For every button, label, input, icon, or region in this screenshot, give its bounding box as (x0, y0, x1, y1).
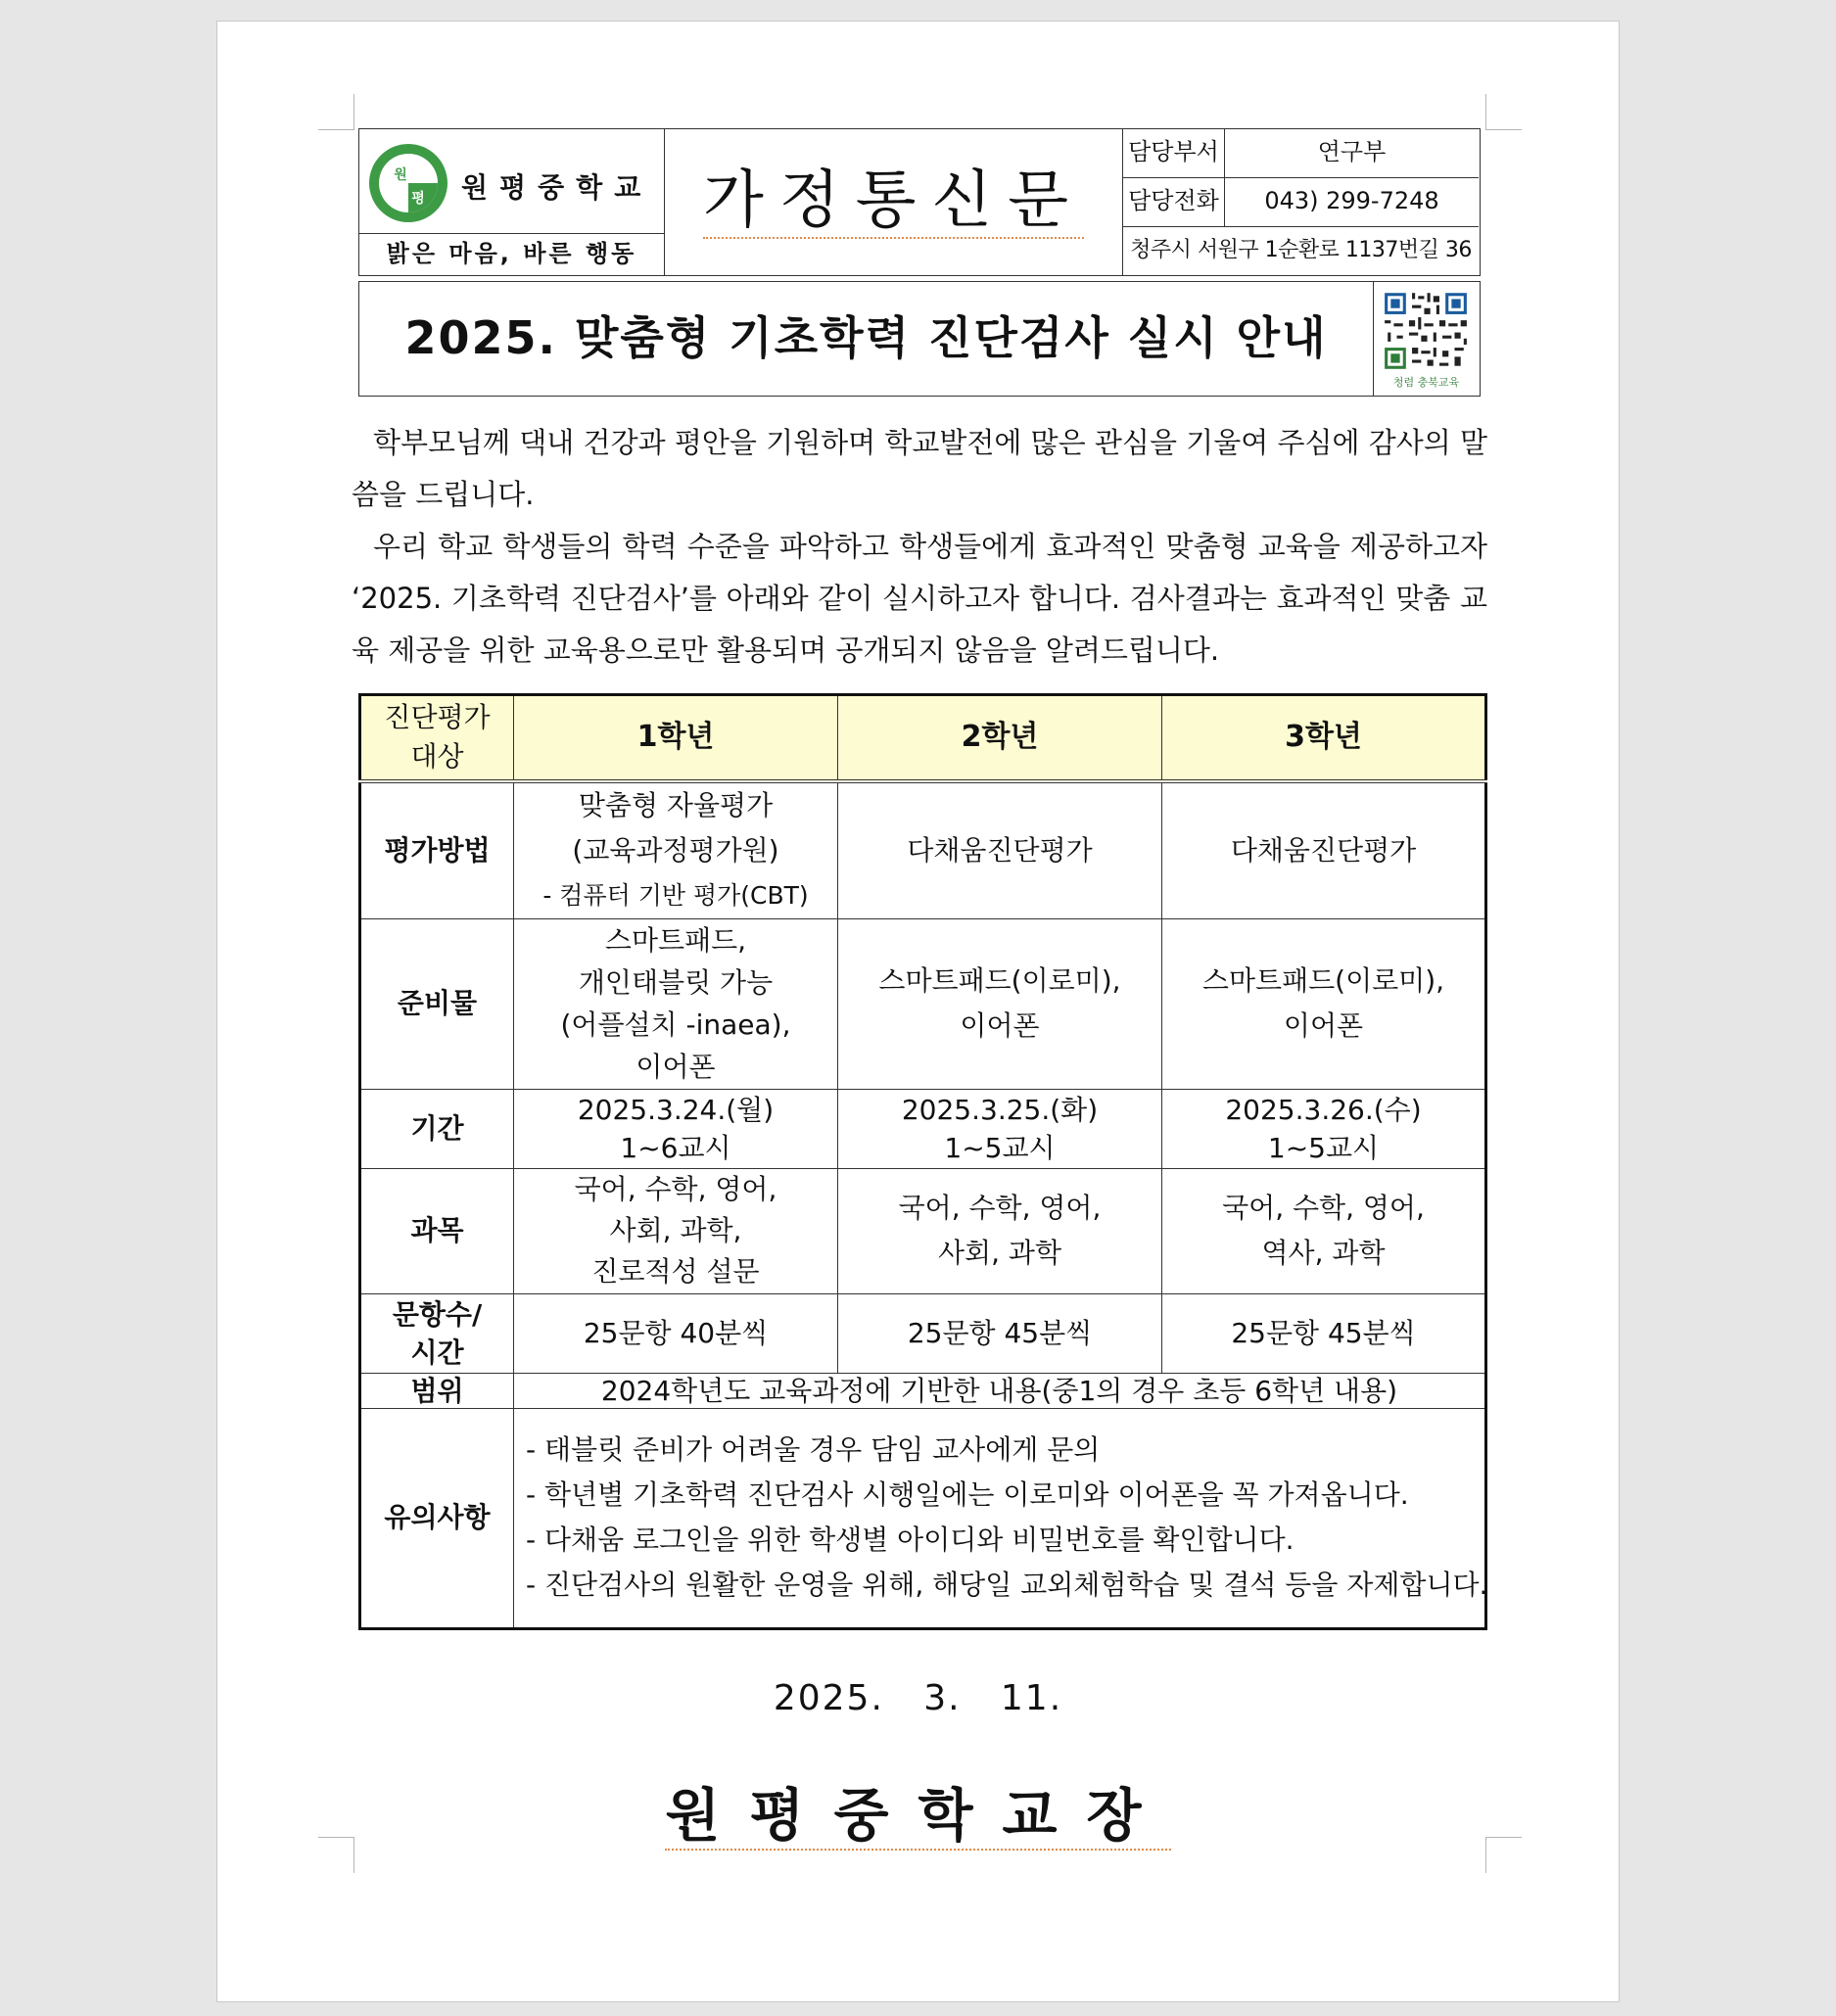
supplies-grade-1 (514, 918, 838, 1089)
corner-cell (360, 695, 514, 781)
items-time-label (360, 1293, 514, 1373)
period-grade-3 (1162, 1089, 1486, 1168)
dept-value: 연구부 (1317, 138, 1387, 165)
supplies-g1-line-2: 개인태블릿 가능 (578, 966, 774, 999)
table-row-notes (360, 1408, 1486, 1628)
method-grade-1 (514, 781, 838, 919)
issue-date: 2025. 3. 11. (773, 1678, 1063, 1718)
period-grade-1 (514, 1089, 838, 1168)
school-identity (359, 129, 665, 275)
scope-label: 범위 (360, 1373, 514, 1408)
supplies-g1-line-4: 이어폰 (636, 1051, 716, 1083)
supplies-g2-line-2: 이어폰 (960, 1009, 1040, 1042)
items-time-grade-1: 25문항 40분씩 (514, 1293, 838, 1373)
principal-signature-text: 원평중학교장 (665, 1782, 1171, 1849)
grade-3-header: 3학년 (1162, 695, 1486, 781)
supplies-g3-line-1: 스마트패드(이로미), (1201, 964, 1445, 997)
period-g2-date: 2025.3.25.(화) (901, 1093, 1099, 1126)
period-g1-date: 2025.3.24.(월) (577, 1093, 775, 1126)
supplies-grade-3 (1162, 918, 1486, 1089)
notice-title-box (358, 281, 1481, 397)
purpose-paragraph: 우리 학교 학생들의 학력 수준을 파악하고 학생들에게 효과적인 맞춤형 교육을 제공하고자 ‘2025. 기초학력 진단검사’를 아래와 같이 실시하고자 합니다. 검사결과는 효과적인 맞춤 교육 제공을 위한 교육용으로만 활용되며 공개되지 않음을 알려드립니다. (352, 530, 1487, 667)
school-logo-icon (367, 142, 449, 224)
notice-title: 2025. 맞춤형 기초학력 진단검사 실시 안내 (404, 311, 1328, 364)
supplies-g3-line-2: 이어폰 (1283, 1009, 1364, 1042)
logo-char-2: 평 (411, 191, 425, 207)
school-name: 원평중학교 (461, 171, 653, 204)
table-row-method (360, 781, 1486, 919)
subjects-g1-line-3: 진로적성 설문 (591, 1255, 760, 1288)
method-grade-2: 다채움진단평가 (838, 781, 1162, 919)
greeting-paragraph: 학부모님께 댁내 건강과 평안을 기원하며 학교발전에 많은 관심을 기울여 주심에 감사의 말씀을 드립니다. (352, 426, 1487, 511)
subjects-g2-line-2: 사회, 과학 (938, 1237, 1061, 1269)
assessment-table (358, 693, 1487, 1630)
method-grade-3: 다채움진단평가 (1162, 781, 1486, 919)
logo-char-1: 원 (394, 167, 407, 183)
body-text (352, 417, 1487, 677)
logo-row (359, 129, 664, 233)
subjects-g3-line-2: 역사, 과학 (1261, 1237, 1386, 1269)
principal-signature (217, 1769, 1619, 1852)
period-g3-periods: 1~5교시 (1267, 1131, 1380, 1164)
school-address: 청주시 서원구 1순환로 1137번길 36 (1130, 238, 1472, 262)
notes-list (514, 1408, 1486, 1628)
crop-mark-top-right (1485, 94, 1522, 130)
items-time-label-line-2: 시간 (410, 1336, 464, 1369)
table-row-scope (360, 1373, 1486, 1408)
period-grade-2 (838, 1089, 1162, 1168)
supplies-g1-line-1: 스마트패드, (604, 924, 747, 957)
table-header-row (360, 695, 1486, 781)
crop-mark-top-left (318, 94, 354, 130)
notes-label: 유의사항 (360, 1408, 514, 1628)
grade-2-header: 2학년 (838, 695, 1162, 781)
period-g2-periods: 1~5교시 (944, 1131, 1056, 1164)
method-g1-line-1: 맞춤형 자율평가 (578, 788, 774, 821)
subjects-label: 과목 (360, 1168, 514, 1293)
subjects-grade-2 (838, 1168, 1162, 1293)
subjects-g1-line-2: 사회, 과학, (609, 1214, 742, 1246)
subjects-grade-3 (1162, 1168, 1486, 1293)
corner-line-2: 대상 (410, 740, 464, 774)
period-g3-date: 2025.3.26.(수) (1225, 1093, 1422, 1126)
note-item: - 태블릿 준비가 어려울 경우 담임 교사에게 문의 (526, 1433, 1101, 1466)
supplies-g1-line-3: (어플설치 -inaea), (560, 1008, 791, 1041)
newsletter-header (358, 128, 1481, 276)
dept-label: 담당부서 (1123, 129, 1225, 177)
note-item: - 학년별 기초학력 진단검사 시행일에는 이로미와 이어폰을 꼭 가져옵니다. (526, 1478, 1409, 1511)
items-time-grade-2: 25문항 45분씩 (838, 1293, 1162, 1373)
corner-line-1: 진단평가 (384, 701, 491, 734)
dept-row (1123, 129, 1479, 178)
table-row-items-time (360, 1293, 1486, 1373)
document-page (216, 21, 1620, 2002)
supplies-g2-line-1: 스마트패드(이로미), (878, 964, 1121, 997)
subjects-grade-1 (514, 1168, 838, 1293)
qr-caption: 청렴 충북교육 (1392, 376, 1460, 389)
period-g1-periods: 1~6교시 (620, 1131, 731, 1164)
subjects-g2-line-1: 국어, 수학, 영어, (898, 1192, 1102, 1224)
period-label: 기간 (360, 1089, 514, 1168)
table-row-period (360, 1089, 1486, 1168)
grade-1-header: 1학년 (514, 695, 838, 781)
subjects-g1-line-1: 국어, 수학, 영어, (574, 1173, 777, 1205)
newsletter-title-text: 가정통신문 (702, 164, 1085, 237)
method-g1-line-2: (교육과정평가원) (572, 833, 779, 867)
newsletter-title (665, 129, 1123, 275)
scope-value: 2024학년도 교육과정에 기반한 내용(중1의 경우 초등 6학년 내용) (514, 1373, 1486, 1408)
table-row-supplies (360, 918, 1486, 1089)
items-time-grade-3: 25문항 45분씩 (1162, 1293, 1486, 1373)
method-g1-line-3: - 컴퓨터 기반 평가(CBT) (542, 880, 809, 910)
items-time-label-line-1: 문항수/ (392, 1297, 483, 1331)
qr-code-icon (1382, 290, 1470, 372)
method-label: 평가방법 (360, 781, 514, 919)
qr-block (1373, 282, 1480, 396)
note-item: - 다채움 로그인을 위한 학생별 아이디와 비밀번호를 확인합니다. (526, 1524, 1295, 1556)
school-motto: 밝은 마음, 바른 행동 (359, 233, 664, 275)
subjects-g3-line-1: 국어, 수학, 영어, (1222, 1192, 1425, 1224)
contact-info (1123, 129, 1479, 275)
note-item: - 진단검사의 원활한 운영을 위해, 해당일 교외체험학습 및 결석 등을 자제합니다. (526, 1569, 1488, 1601)
phone-value: 043) 299-7248 (1264, 187, 1439, 214)
table-row-subjects (360, 1168, 1486, 1293)
supplies-label: 준비물 (360, 918, 514, 1089)
phone-row (1123, 178, 1479, 227)
supplies-grade-2 (838, 918, 1162, 1089)
phone-label: 담당전화 (1123, 178, 1225, 226)
